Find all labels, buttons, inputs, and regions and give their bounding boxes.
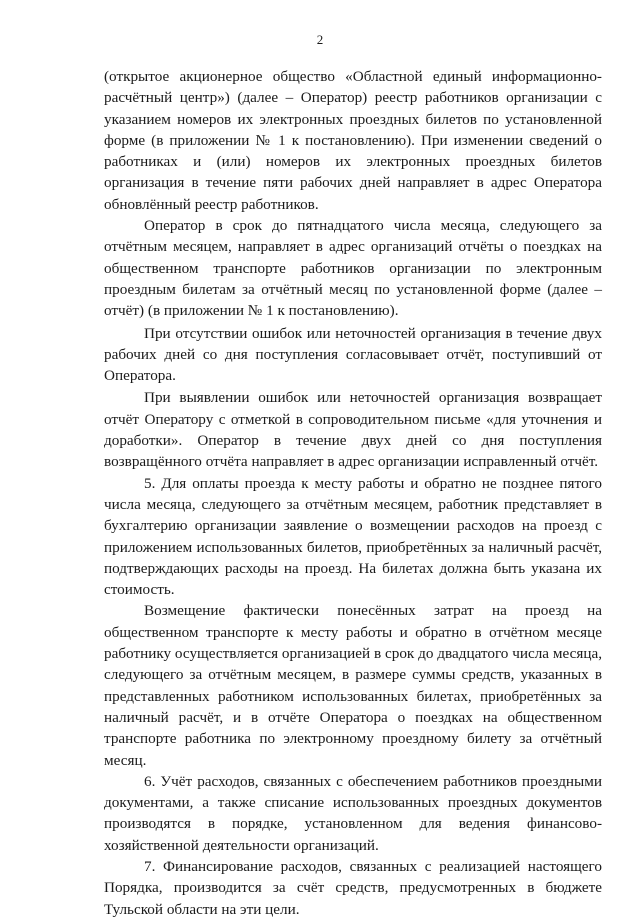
paragraph-report-approval: При отсутствии ошибок или неточностей организация в течение двух рабочих дней со дня поступления согласовывает отчёт, поступивший от Оператора. xyxy=(104,324,602,385)
paragraph-report-errors: При выявлении ошибок или неточностей организация возвращает отчёт Оператору с отметкой в сопроводительном письме «для уточнения и доработки». Оператор в течение двух дней со дня поступления возвращённого отчёта направляет в адрес организации исправленный отчёт. xyxy=(104,389,602,471)
paragraph-item-7: 7. Финансирование расходов, связанных с реализацией настоящего Порядка, производится за счёт средств, предусмотренных в бюджете Тульской области на эти цели. xyxy=(104,857,602,918)
page-number: 2 xyxy=(316,32,324,47)
document-body xyxy=(104,66,602,920)
paragraph-item-5: 5. Для оплаты проезда к месту работы и обратно не позднее пятого числа месяца, следующего за отчётным месяцем, работник представляет в бухгалтерию организации заявление о возмещении расходов на проезд с приложением использованных билетов, приобретённых за наличный расчёт, подтверждающих расходы на проезд. На билетах должна быть указана их стоимость. xyxy=(104,474,602,599)
paragraph-item-6: 6. Учёт расходов, связанных с обеспечением работников проездными документами, а также списание использованных проездных документов производятся в порядке, установленном для ведения финансово-хозяйственной деятельности организаций. xyxy=(104,772,602,854)
paragraph-reimbursement: Возмещение фактически понесённых затрат на проезд на общественном транспорте к месту работы и обратно в отчётном месяце работнику осуществляется организацией в срок до двадцатого числа месяца, следующего за отчётным месяцем, в размере суммы средств, указанных в представленных работником использованных билетах, приобретённых за наличный расчёт, и в отчёте Оператора о поездках на общественном транспорте работника по электронному проездному билету за отчётный месяц. xyxy=(104,602,602,769)
paragraph-operator-reports: Оператор в срок до пятнадцатого числа месяца, следующего за отчётным месяцем, направляет в адрес организаций отчёты о поездках на общественном транспорте работников организации по электронным проездным билетам за отчётный месяц по установленной форме (далее – отчёт) (в приложении № 1 к постановлению). xyxy=(104,217,602,320)
paragraph-operator-registry: (открытое акционерное общество «Областной единый информационно-расчётный центр») (далее – Оператор) реестр работников организации с указанием номеров их электронных проездных билетов по установленной форме (в приложении № 1 к постановлению). При изменении сведений о работниках и (или) номеров их электронных проездных билетов организация в течение пяти рабочих дней направляет в адрес Оператора обновлённый реестр работников. xyxy=(104,68,602,213)
